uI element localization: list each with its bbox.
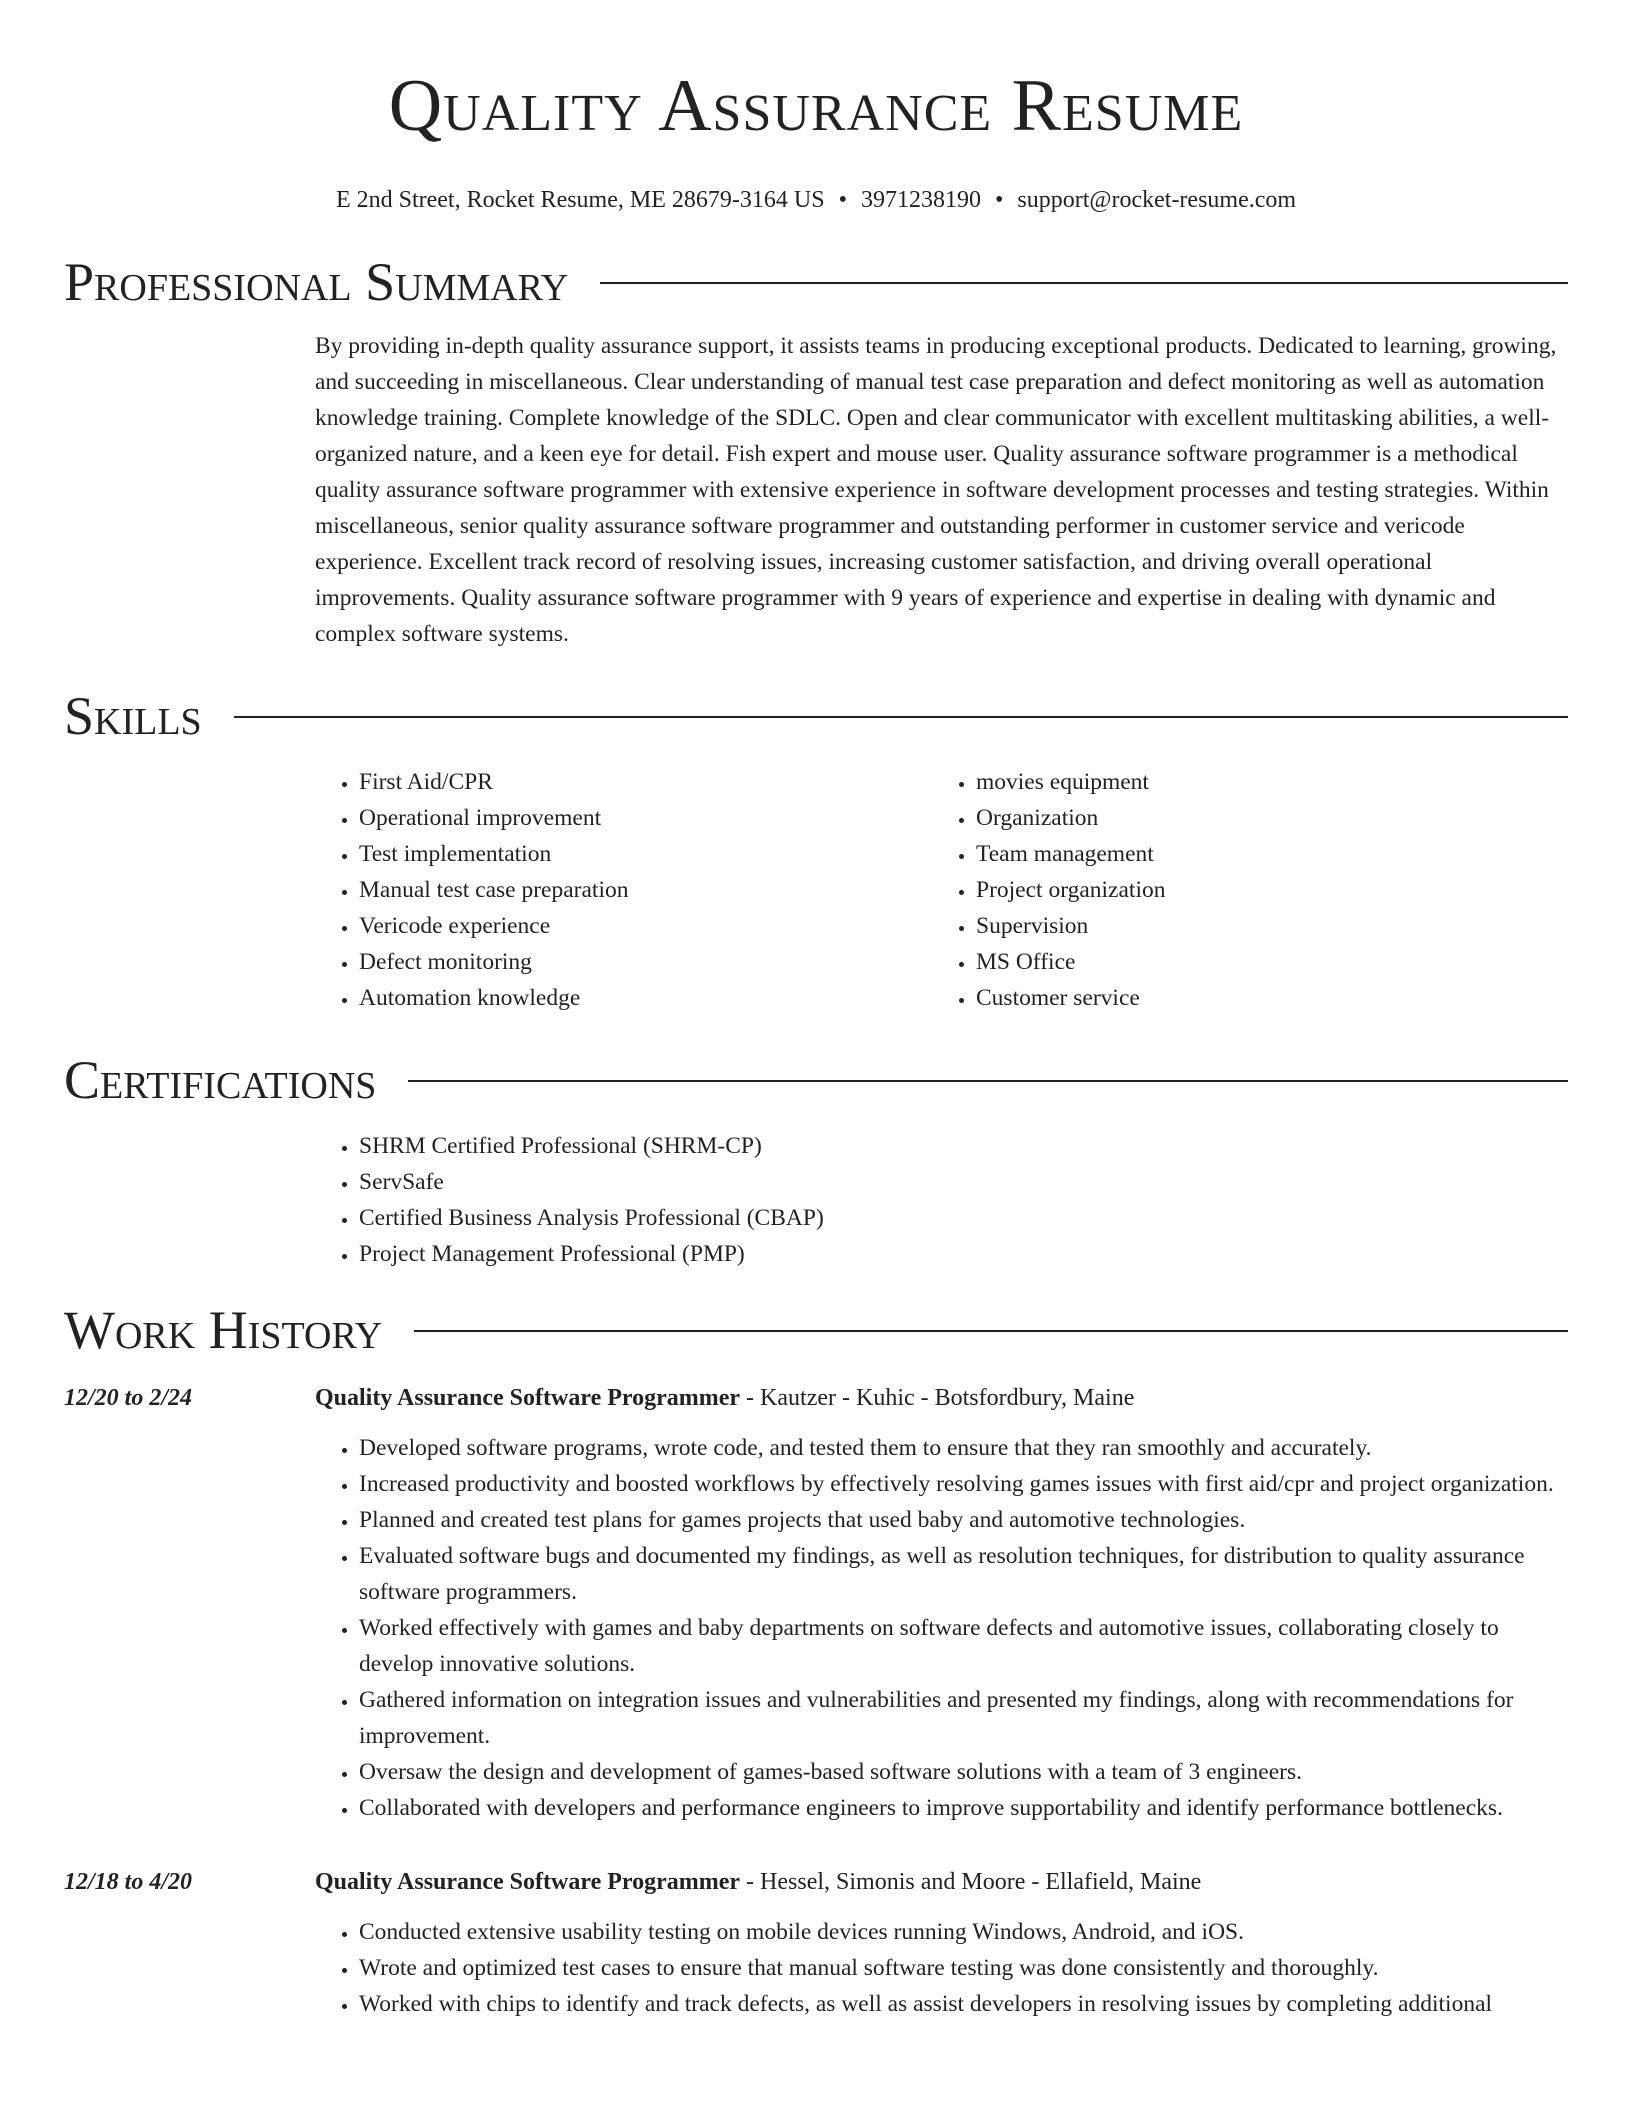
work-history-section-header: [64, 1298, 1568, 1362]
section-divider: [234, 716, 1568, 718]
job-dates: 12/20 to 2/24: [64, 1385, 193, 1411]
job-dates: 12/18 to 4/20: [64, 1869, 193, 1895]
skills-column-right: [932, 764, 1549, 1016]
section-divider: [600, 282, 1568, 284]
job-bullet: • Worked with chips to identify and track defects, as well as assist developers in resolving issues by completing additional: [359, 1986, 1568, 2022]
contact-address: E 2nd Street, Rocket Resume, ME 28679-3164 US: [335, 187, 825, 213]
contact-email: support@rocket-resume.com: [1017, 187, 1297, 213]
skill-item: • First Aid/CPR: [359, 764, 932, 800]
summary-text: By providing in-depth quality assurance support, it assists teams in producing exceptional products. Dedicated to learning, growing, and succeeding in miscellaneous. Clear understanding of manual test case preparation and defect monitoring as well as automation knowledge training. Complete knowledge of the SDLC. Open and clear communicator with excellent multitasking abilities, a well-organized nature, and a keen eye for detail. Fish expert and mouse user. Quality assurance software programmer is a methodical quality assurance software programmer with extensive experience in software development processes and testing strategies. Within miscellaneous, senior quality assurance software programmer and outstanding performer in customer service and vericode experience. Excellent track record of resolving issues, increasing customer satisfaction, and driving overall operational improvements. Quality assurance software programmer with 9 years of experience and expertise in dealing with dynamic and complex software systems.: [315, 333, 1557, 647]
skill-item: • Project organization: [976, 872, 1549, 908]
work-history-heading: Work History: [64, 1300, 383, 1360]
summary-heading: Professional Summary: [64, 252, 569, 312]
contact-line: [64, 184, 1568, 216]
skills-section-header: [64, 684, 1568, 748]
job-company-location: - Hessel, Simonis and Moore - Ellafield, Maine: [740, 1869, 1202, 1895]
skill-item: • Test implementation: [359, 836, 932, 872]
job-title: Quality Assurance Software Programmer: [315, 1869, 741, 1895]
certifications-heading: Certifications: [64, 1050, 377, 1110]
skills-heading: Skills: [64, 686, 202, 746]
job-entry: [64, 1864, 1568, 2022]
skill-item: • Operational improvement: [359, 800, 932, 836]
certifications-section-header: [64, 1048, 1568, 1112]
section-divider: [414, 1330, 1568, 1332]
job-bullet: • Increased productivity and boosted workflows by effectively resolving games issues with first aid/cpr and project organization.: [359, 1466, 1568, 1502]
skill-item: • Vericode experience: [359, 908, 932, 944]
skill-item: • MS Office: [976, 944, 1549, 980]
skill-item: • Customer service: [976, 980, 1549, 1016]
job-header: [315, 1864, 1568, 1900]
job-bullet: • Developed software programs, wrote code, and tested them to ensure that they ran smoothly and accurately.: [359, 1430, 1568, 1466]
certification-item: • Project Management Professional (PMP): [359, 1236, 1568, 1272]
section-divider: [408, 1080, 1568, 1082]
job-bullet: • Gathered information on integration issues and vulnerabilities and presented my findings, along with recommendations for improvement.: [359, 1682, 1568, 1754]
skill-item: • Team management: [976, 836, 1549, 872]
summary-section-header: [64, 250, 1568, 314]
certification-item: • SHRM Certified Professional (SHRM-CP): [359, 1128, 1568, 1164]
resume-title: Quality Assurance Resume: [388, 65, 1244, 147]
job-bullet: • Planned and created test plans for games projects that used baby and automotive technologies.: [359, 1502, 1568, 1538]
skill-item: • Supervision: [976, 908, 1549, 944]
skill-item: • Automation knowledge: [359, 980, 932, 1016]
certifications-list: [315, 1128, 1568, 1272]
job-bullet: • Conducted extensive usability testing on mobile devices running Windows, Android, and iOS.: [359, 1914, 1568, 1950]
contact-separator: •: [838, 187, 847, 213]
job-responsibilities: [315, 1430, 1568, 1826]
skill-item: • Organization: [976, 800, 1549, 836]
job-bullet: • Worked effectively with games and baby departments on software defects and automotive issues, collaborating closely to develop innovative solutions.: [359, 1610, 1568, 1682]
contact-phone: 3971238190: [860, 187, 981, 213]
skills-column-left: [315, 764, 932, 1016]
skills-list: [315, 764, 1568, 1016]
contact-separator: •: [994, 187, 1004, 213]
job-header: [315, 1380, 1568, 1416]
job-bullet: • Collaborated with developers and performance engineers to improve supportability and identify performance bottlenecks.: [359, 1790, 1568, 1826]
job-bullet: • Wrote and optimized test cases to ensure that manual software testing was done consistently and thoroughly.: [359, 1950, 1568, 1986]
job-responsibilities: [315, 1914, 1568, 2022]
job-bullet: • Evaluated software bugs and documented my findings, as well as resolution techniques, for distribution to quality assurance software programmers.: [359, 1538, 1568, 1610]
skill-item: • movies equipment: [976, 764, 1549, 800]
skill-item: • Defect monitoring: [359, 944, 932, 980]
job-title: Quality Assurance Software Programmer: [315, 1385, 741, 1411]
job-content: [315, 1864, 1568, 2022]
certification-item: • Certified Business Analysis Professional (CBAP): [359, 1200, 1568, 1236]
job-content: [315, 1380, 1568, 1826]
job-company-location: - Kautzer - Kuhic - Botsfordbury, Maine: [740, 1385, 1135, 1411]
skill-item: • Manual test case preparation: [359, 872, 932, 908]
job-bullet: • Oversaw the design and development of games-based software solutions with a team of 3 engineers.: [359, 1754, 1568, 1790]
certification-item: • ServSafe: [359, 1164, 1568, 1200]
job-entry: [64, 1380, 1568, 1826]
